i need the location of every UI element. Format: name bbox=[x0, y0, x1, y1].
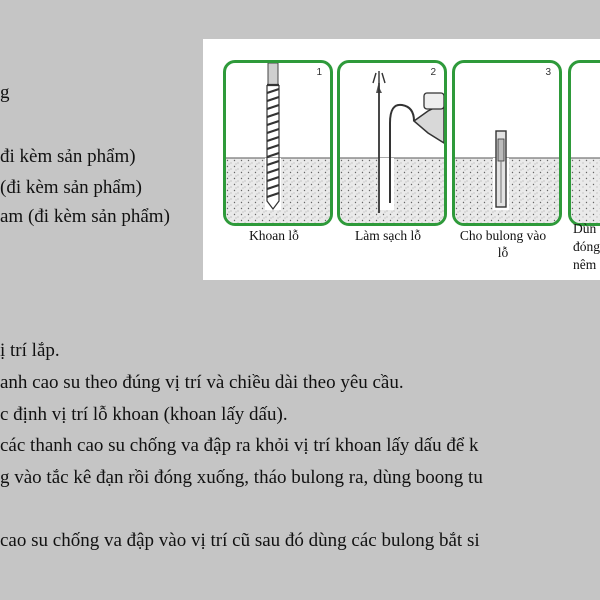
step-2-number: 2 bbox=[430, 67, 436, 78]
step-4-caption bbox=[573, 220, 600, 274]
step-1-number: 1 bbox=[316, 67, 322, 78]
doc-line-5: ị trí lắp. bbox=[0, 340, 60, 361]
step-4-caption-line-2: đóng bbox=[573, 239, 600, 254]
bolt-insert-icon bbox=[455, 63, 559, 223]
step-4-panel bbox=[568, 60, 600, 226]
step-1-caption: Khoan lỗ bbox=[249, 228, 299, 243]
doc-line-3: (đi kèm sản phẩm) bbox=[0, 177, 142, 198]
doc-line-1: g bbox=[0, 82, 10, 103]
step-2-panel bbox=[337, 60, 447, 226]
step-1-panel bbox=[223, 60, 333, 226]
doc-line-7: c định vị trí lỗ khoan (khoan lấy dấu). bbox=[0, 404, 288, 425]
doc-line-4: am (đi kèm sản phẩm) bbox=[0, 206, 170, 227]
hammer-icon bbox=[571, 63, 600, 223]
step-3-caption: Cho bulong vào lỗ bbox=[459, 228, 547, 260]
blower-brush-icon bbox=[340, 63, 444, 223]
step-3-number: 3 bbox=[545, 67, 551, 78]
drill-icon bbox=[226, 63, 330, 223]
doc-line-2: đi kèm sản phẩm) bbox=[0, 146, 136, 167]
doc-line-9: g vào tắc kê đạn rồi đóng xuống, tháo bulong ra, dùng boong tu bbox=[0, 467, 483, 488]
step-4-caption-line-3: nêm bbox=[573, 257, 597, 272]
step-3-panel bbox=[452, 60, 562, 226]
doc-line-8: các thanh cao su chống va đập ra khỏi vị trí khoan lấy dấu để k bbox=[0, 435, 479, 456]
doc-line-10: cao su chống va đập vào vị trí cũ sau đó dùng các bulong bắt si bbox=[0, 530, 480, 551]
installation-steps-figure bbox=[203, 39, 600, 280]
step-4-caption-line-1: Dùn bbox=[573, 221, 597, 236]
step-2-caption: Làm sạch lỗ bbox=[355, 228, 421, 243]
doc-line-6: anh cao su theo đúng vị trí và chiều dài theo yêu cầu. bbox=[0, 372, 404, 393]
